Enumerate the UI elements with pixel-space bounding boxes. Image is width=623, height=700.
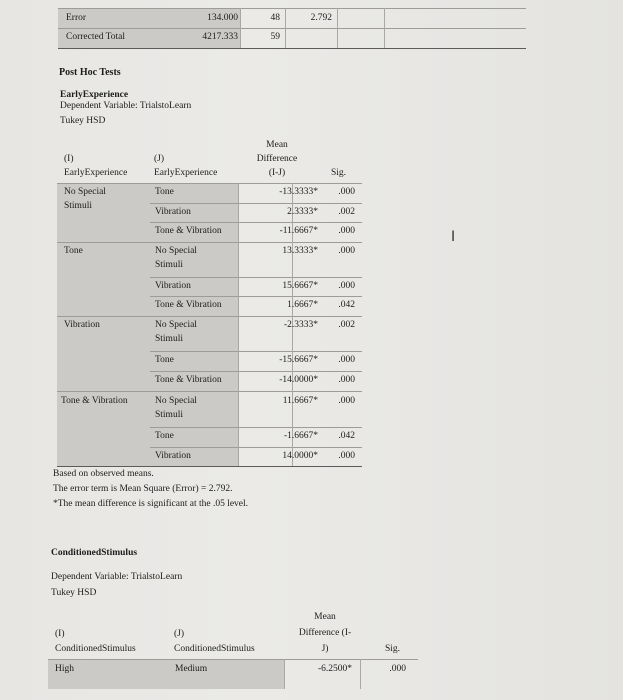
early-row-6-sig: .002 (338, 320, 355, 330)
early-row-1-diff: 2.3333* (287, 207, 318, 217)
anova-source-total: Corrected Total (66, 32, 126, 42)
early-header-sig: Sig. (330, 168, 346, 178)
anova-line-top (58, 8, 526, 9)
anova-ss-total: 4217.333 (202, 32, 238, 42)
conditioned-header-i-num: (I) (55, 629, 65, 639)
early-header-mean-2: Difference (256, 154, 298, 164)
early-group-no-special-2: Stimuli (64, 201, 92, 211)
early-header-mean-1: Mean (266, 140, 288, 150)
conditioned-row-0-sig: .000 (389, 664, 406, 674)
early-row-2-j: Tone & Vibration (155, 226, 222, 236)
early-row-9-j1: No Special (155, 396, 197, 406)
early-group-tone-vibration: Tone & Vibration (61, 396, 128, 406)
early-row-line-6 (150, 371, 362, 372)
early-row-10-diff: -1.6667* (283, 431, 318, 441)
early-row-9-j2: Stimuli (155, 410, 183, 420)
early-row-6-j2: Stimuli (155, 334, 183, 344)
anova-ss-error: 134.000 (207, 13, 238, 23)
early-row-11-diff: 14.0000* (282, 451, 318, 461)
early-row-4-j: Vibration (155, 281, 191, 291)
early-row-4-diff: 15.6667* (282, 281, 318, 291)
anova-line-bottom (58, 48, 526, 49)
early-row-line-7 (150, 427, 362, 428)
early-group-no-special-1: No Special (64, 187, 106, 197)
early-row-3-j2: Stimuli (155, 260, 183, 270)
conditioned-header-j-name: ConditionedStimulus (174, 644, 255, 654)
early-row-5-diff: 1.6667* (287, 300, 318, 310)
early-row-line-8 (150, 447, 362, 448)
anova-vline-2 (285, 8, 286, 48)
early-row-9-sig: .000 (338, 396, 355, 406)
early-row-0-sig: .000 (338, 187, 355, 197)
conditioned-header-j-num: (J) (174, 629, 185, 639)
anova-line-mid (58, 28, 526, 29)
early-row-10-sig: .042 (338, 431, 355, 441)
early-row-6-diff: -2.3333* (283, 320, 318, 330)
anova-vline-3 (337, 8, 338, 48)
early-row-0-j: Tone (155, 187, 174, 197)
early-dep-var: Dependent Variable: TrialstoLearn (60, 101, 192, 111)
early-group-line-2 (57, 316, 362, 317)
anova-df-total: 59 (270, 32, 280, 42)
conditioned-header-i-name: ConditionedStimulus (55, 644, 136, 654)
early-row-9-diff: 11.6667* (282, 396, 318, 406)
conditioned-row-0-diff: -6.2500* (317, 664, 352, 674)
conditioned-header-sig: Sig. (384, 644, 400, 654)
early-row-3-j1: No Special (155, 246, 197, 256)
early-row-4-sig: .000 (338, 281, 355, 291)
early-row-line-5 (150, 351, 362, 352)
text-cursor-icon: I (451, 229, 456, 245)
early-row-8-j: Tone & Vibration (155, 375, 222, 385)
early-row-5-sig: .042 (338, 300, 355, 310)
early-method: Tukey HSD (60, 116, 106, 126)
early-note-1: The error term is Mean Square (Error) = 2.792. (53, 484, 233, 494)
early-row-5-j: Tone & Vibration (155, 300, 222, 310)
early-row-2-diff: -11.6667* (279, 226, 318, 236)
early-row-7-sig: .000 (338, 355, 355, 365)
early-row-8-diff: -14.0000* (279, 375, 318, 385)
early-row-line-4 (150, 296, 362, 297)
early-header-j-name: EarlyExperience (154, 168, 218, 178)
early-header-line (57, 183, 362, 184)
early-row-6-j1: No Special (155, 320, 197, 330)
early-row-line-1 (150, 203, 362, 204)
early-title: EarlyExperience (60, 90, 129, 100)
anova-ms-error: 2.792 (310, 13, 332, 23)
anova-vline-4 (384, 8, 385, 48)
early-row-line-2 (150, 222, 362, 223)
conditioned-row-0-j: Medium (175, 664, 208, 674)
early-header-j-num: (J) (154, 154, 165, 164)
early-header-i-num: (I) (64, 154, 74, 164)
conditioned-header-mean-3: J) (321, 644, 329, 654)
conditioned-row-0-i: High (55, 664, 74, 674)
early-row-0-diff: -13.3333* (279, 187, 318, 197)
early-row-11-j: Vibration (155, 451, 191, 461)
early-group-line-1 (57, 242, 362, 243)
early-row-3-diff: 13.3333* (282, 246, 318, 256)
early-row-7-diff: -15.6667* (279, 355, 318, 365)
early-note-2: *The mean difference is significant at the .05 level. (53, 499, 249, 509)
anova-source-error: Error (66, 13, 87, 23)
conditioned-header-line (48, 659, 418, 660)
conditioned-title: ConditionedStimulus (51, 548, 138, 558)
early-group-tone: Tone (64, 246, 83, 256)
early-row-11-sig: .000 (338, 451, 355, 461)
conditioned-header-mean-1: Mean (314, 612, 336, 622)
post-hoc-heading: Post Hoc Tests (59, 67, 121, 78)
conditioned-vline-2 (360, 659, 361, 689)
early-group-vibration: Vibration (64, 320, 100, 330)
early-group-line-3 (57, 391, 362, 392)
early-row-2-sig: .000 (338, 226, 355, 236)
early-row-7-j: Tone (155, 355, 174, 365)
conditioned-dep-var: Dependent Variable: TrialstoLearn (51, 572, 183, 582)
early-row-8-sig: .000 (338, 375, 355, 385)
early-row-1-sig: .002 (338, 207, 355, 217)
early-row-3-sig: .000 (338, 246, 355, 256)
early-bottom-line (57, 466, 362, 467)
conditioned-method: Tukey HSD (51, 588, 97, 598)
anova-df-error: 48 (270, 13, 280, 23)
early-row-10-j: Tone (155, 431, 174, 441)
early-note-0: Based on observed means. (53, 469, 154, 479)
early-row-1-j: Vibration (155, 207, 191, 217)
early-header-i-name: EarlyExperience (64, 168, 128, 178)
conditioned-header-mean-2: Difference (I- (298, 628, 352, 638)
early-vline-1 (238, 183, 239, 466)
early-header-mean-3: (I-J) (268, 168, 286, 178)
early-row-line-3 (150, 277, 362, 278)
